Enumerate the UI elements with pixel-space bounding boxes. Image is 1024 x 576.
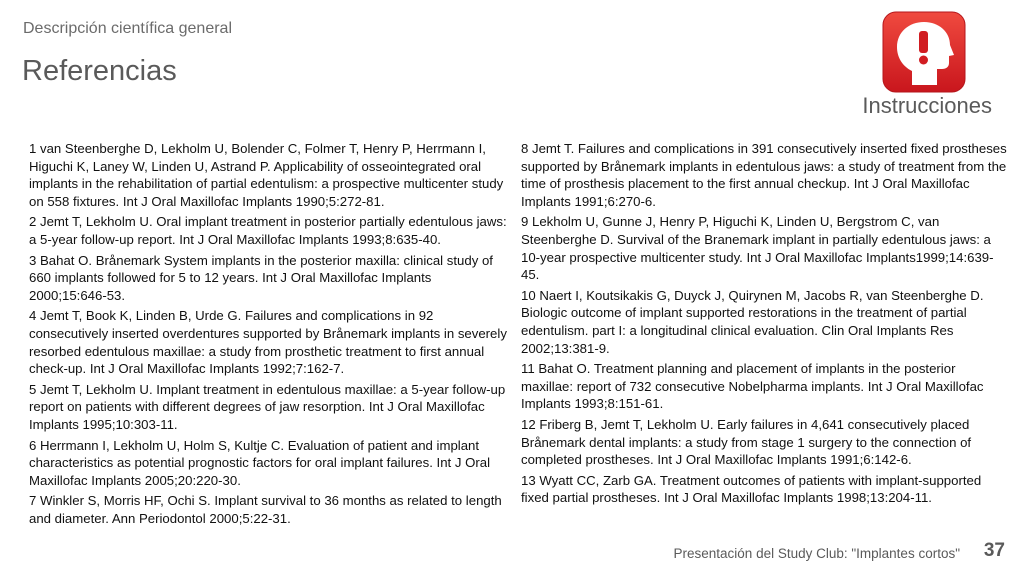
reference-item: 3 Bahat O. Brånemark System implants in the posterior maxilla: clinical study of 660 implants followed for 5 to 12 years. Int J Oral Maxillofac Implants 2000;15:646-53. xyxy=(29,252,493,303)
reference-item: 2 Jemt T, Lekholm U. Oral implant treatment in posterior partially edentulous jaws: a 5-year follow-up report. Int J Oral Maxillofac Implants 1993;8:635-40. xyxy=(29,214,507,247)
reference-item: 1 van Steenberghe D, Lekholm U, Bolender C, Folmer T, Henry P, Herrmann I, Higuchi K, Laney W, Linden U, Astrand P. Applicability of osseointegrated oral implants in the rehabilitation of partial edentulism: a prospective multicenter study on 558 fixtures. Int J Oral Maxillofac Implants 1990;5:272-81. xyxy=(29,141,504,209)
reference-item: 7 Winkler S, Morris HF, Ochi S. Implant survival to 36 months as related to length and diameter. Ann Periodontol 2000;5:22-31. xyxy=(29,493,502,526)
instructions-button[interactable] xyxy=(882,11,966,93)
reference-item: 4 Jemt T, Book K, Linden B, Urde G. Failures and complications in 92 consecutively inserted overdentures supported by Brånemark implants in severely resorbed edentulous maxillae: a study from prosthetic treatment to first annual check-up. Int J Oral Maxillofac Implants 1992;7:162-7. xyxy=(29,308,507,377)
reference-item: 10 Naert I, Koutsikakis G, Duyck J, Quirynen M, Jacobs R, van Steenberghe D. Biologic outcome of implant supported restorations in the treatment of partial edentulism. part I: a longitudinal clinical evaluation. Clin Oral Implants Res 2002;13:381-9. xyxy=(521,287,984,356)
footer-presentation-title: Presentación del Study Club: "Implantes cortos" xyxy=(673,546,960,561)
reference-item: 5 Jemt T, Lekholm U. Implant treatment in edentulous maxillae: a 5-year follow-up report on patients with different degrees of jaw resorption. Int J Oral Maxillofac Implants 1995;10:303-11. xyxy=(29,381,506,432)
reference-item: 8 Jemt T. Failures and complications in 391 consecutively inserted fixed prostheses supported by Brånemark implants in edentulous jaws: a study of treatment from the time of prosthesis placement to the first annual checkup. Int J Oral Maxillofac Implants 1991;6:270-6. xyxy=(521,141,1007,209)
page-title: Referencias xyxy=(22,55,177,87)
references-left-column xyxy=(29,140,509,530)
instructions-label[interactable]: Instrucciones xyxy=(862,93,992,118)
section-subtitle: Descripción científica general xyxy=(23,20,232,37)
reference-item: 9 Lekholm U, Gunne J, Henry P, Higuchi K, Linden U, Bergstrom C, van Steenberghe D. Survival of the Branemark implant in partially edentulous jaws: a 10-year prospective multicenter study. Int J Oral Maxillofac Implants1999;14:639-45. xyxy=(521,214,994,283)
page-number: 37 xyxy=(983,540,1005,561)
reference-item: 12 Friberg B, Jemt T, Lekholm U. Early failures in 4,641 consecutively placed Brånemark dental implants: a study from stage 1 surgery to the connection of completed prostheses. Int J Oral Maxillofac Implants 1991;6:142-6. xyxy=(521,416,972,468)
reference-item: 6 Herrmann I, Lekholm U, Holm S, Kultje C. Evaluation of patient and implant characteristics as potential prognostic factors for oral implant failures. Int J Oral Maxillofac Implants 2005;20:220-30. xyxy=(29,437,491,488)
head-exclamation-icon xyxy=(882,11,966,93)
references-right-column xyxy=(521,140,1009,510)
reference-item: 11 Bahat O. Treatment planning and placement of implants in the posterior maxillae: report of 732 consecutive Nobelpharma implants. Int J Oral Maxillofac Implants 1993;8:151-61. xyxy=(521,361,984,412)
reference-item: 13 Wyatt CC, Zarb GA. Treatment outcomes of patients with implant-supported fixed partial prostheses. Int J Oral Maxillofac Implants 1998;13:204-11. xyxy=(521,472,982,506)
